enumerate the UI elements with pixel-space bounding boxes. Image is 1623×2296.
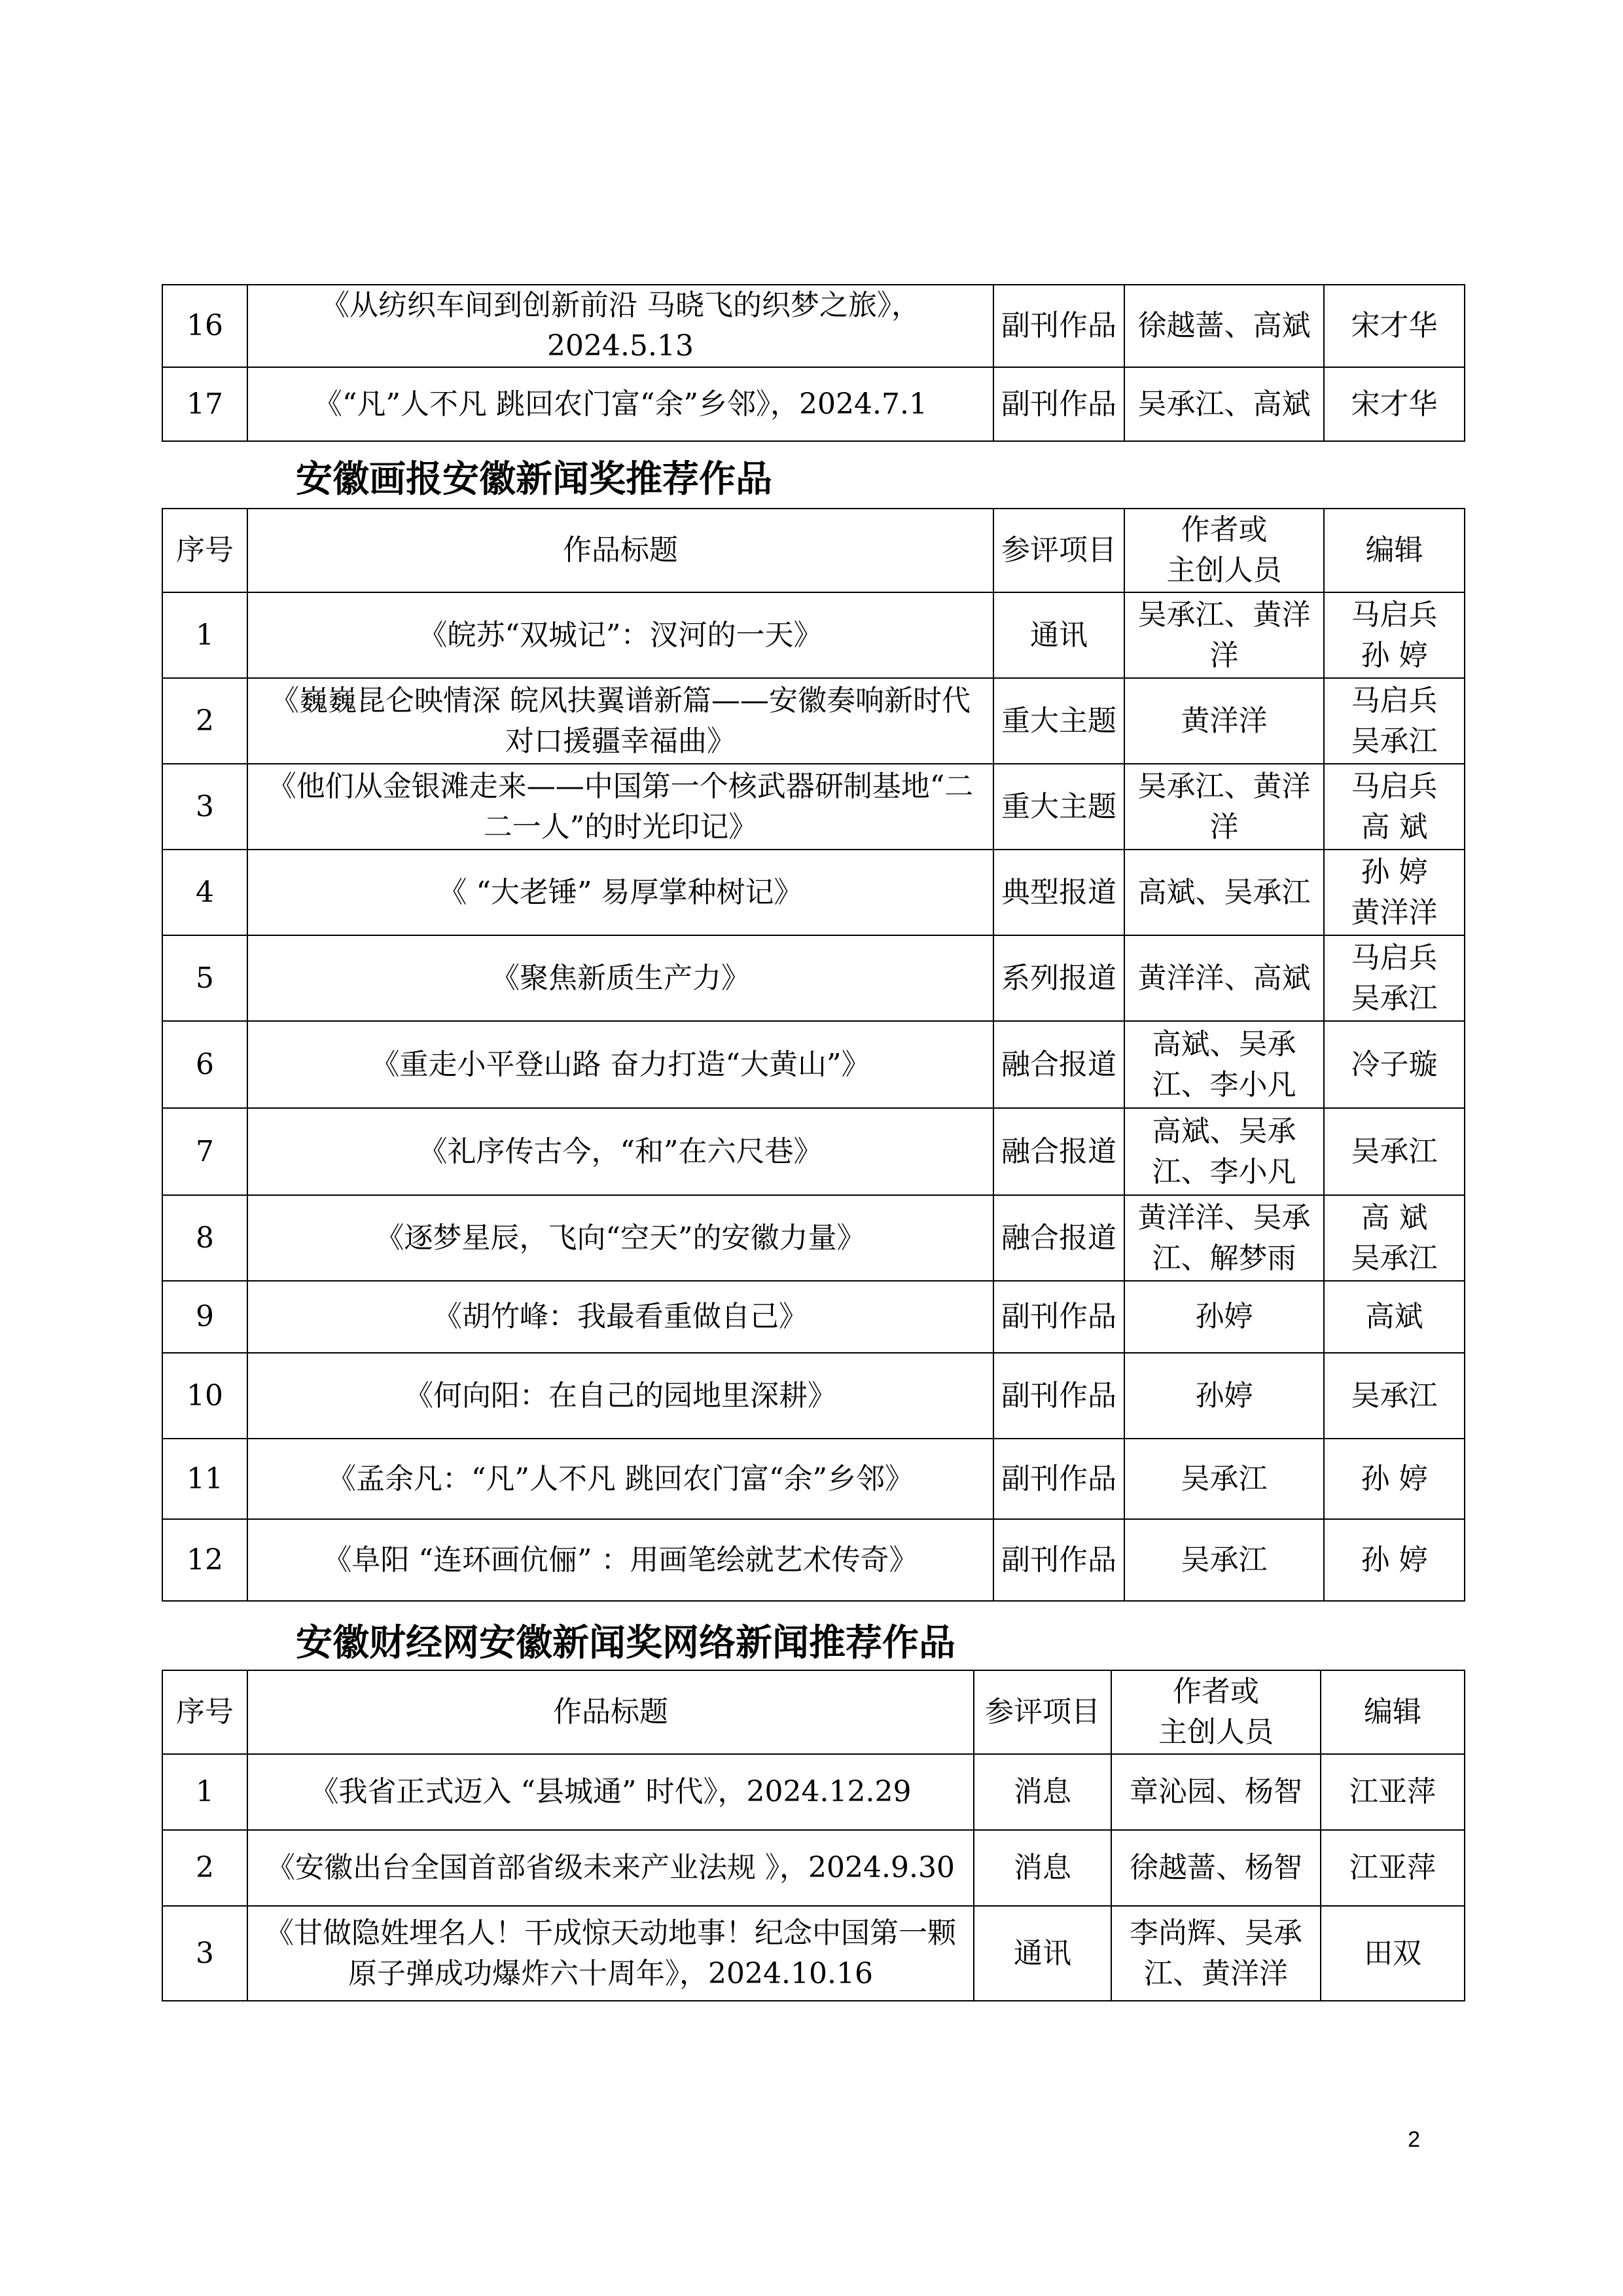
cell-authors: 李尚辉、吴承江、黄洋洋 [1111, 1906, 1321, 2001]
table-continued-body [162, 285, 1465, 441]
cell-title: 《胡竹峰：我最看重做自己》 [247, 1281, 993, 1353]
table-row [162, 678, 1465, 764]
cell-category: 典型报道 [993, 850, 1124, 935]
cell-authors: 吴承江 [1124, 1519, 1324, 1601]
header-no: 序号 [162, 1670, 247, 1754]
cell-title: 《礼序传古今，“和”在六尺巷》 [247, 1108, 993, 1195]
cell-title: 《孟余凡：“凡”人不凡 跳回农门富“余”乡邻》 [247, 1439, 993, 1519]
table-row [162, 850, 1465, 935]
cell-no: 2 [162, 1830, 247, 1906]
cell-no: 3 [162, 1906, 247, 2001]
cell-no: 7 [162, 1108, 247, 1195]
header-no: 序号 [162, 509, 247, 592]
cell-title: 《皖苏“双城记”：汊河的一天》 [247, 592, 993, 678]
cell-category: 通讯 [974, 1906, 1111, 2001]
section-title-caijing: 安徽财经网安徽新闻奖网络新闻推荐作品 [296, 1622, 955, 1664]
cell-authors: 高斌、吴承江 [1124, 850, 1324, 935]
cell-authors: 徐越蔷、杨智 [1111, 1830, 1321, 1906]
cell-title: 《重走小平登山路 奋力打造“大黄山”》 [247, 1021, 993, 1108]
cell-title: 《他们从金银滩走来——中国第一个核武器研制基地“二二一人”的时光印记》 [247, 764, 993, 850]
table-row [162, 285, 1465, 367]
cell-no: 2 [162, 678, 247, 764]
cell-category: 副刊作品 [993, 367, 1124, 441]
cell-category: 融合报道 [993, 1108, 1124, 1195]
table-huabao [162, 508, 1465, 1602]
cell-editor: 马启兵 吴承江 [1324, 935, 1465, 1021]
header-category: 参评项目 [974, 1670, 1111, 1754]
cell-editor: 孙 婷 [1324, 1519, 1465, 1601]
page-number: 2 [1408, 2127, 1420, 2152]
header-category: 参评项目 [993, 509, 1124, 592]
cell-editor: 马启兵 高 斌 [1324, 764, 1465, 850]
cell-editor: 吴承江 [1324, 1108, 1465, 1195]
table-caijing-body [162, 1754, 1465, 2001]
cell-title: 《甘做隐姓埋名人！干成惊天动地事！纪念中国第一颗原子弹成功爆炸六十周年》，2024.10.16 [247, 1906, 974, 2001]
header-title: 作品标题 [247, 1670, 974, 1754]
header-row [162, 1670, 1465, 1754]
table-caijing [162, 1670, 1465, 2001]
table-row [162, 1830, 1465, 1906]
table-row [162, 1108, 1465, 1195]
cell-editor: 宋才华 [1324, 285, 1465, 367]
table-row [162, 1195, 1465, 1281]
cell-category: 重大主题 [993, 764, 1124, 850]
cell-no: 1 [162, 592, 247, 678]
table-row [162, 1519, 1465, 1601]
cell-category: 通讯 [993, 592, 1124, 678]
cell-authors: 吴承江、高斌 [1124, 367, 1324, 441]
header-authors: 作者或 主创人员 [1124, 509, 1324, 592]
cell-authors: 高斌、吴承江、李小凡 [1124, 1021, 1324, 1108]
cell-title: 《从纺织车间到创新前沿 马晓飞的织梦之旅》，2024.5.13 [247, 285, 993, 367]
section-title-huabao: 安徽画报安徽新闻奖推荐作品 [296, 458, 772, 501]
table-row [162, 1906, 1465, 2001]
cell-editor: 高 斌 吴承江 [1324, 1195, 1465, 1281]
table-row [162, 1439, 1465, 1519]
cell-category: 副刊作品 [993, 285, 1124, 367]
cell-editor: 孙 婷 黄洋洋 [1324, 850, 1465, 935]
cell-category: 副刊作品 [993, 1281, 1124, 1353]
cell-authors: 高斌、吴承江、李小凡 [1124, 1108, 1324, 1195]
table-row [162, 935, 1465, 1021]
cell-authors: 吴承江 [1124, 1439, 1324, 1519]
cell-title: 《“凡”人不凡 跳回农门富“余”乡邻》，2024.7.1 [247, 367, 993, 441]
cell-no: 16 [162, 285, 247, 367]
cell-no: 9 [162, 1281, 247, 1353]
cell-editor: 江亚萍 [1321, 1754, 1465, 1830]
header-editor: 编辑 [1321, 1670, 1465, 1754]
cell-category: 重大主题 [993, 678, 1124, 764]
cell-editor: 冷子璇 [1324, 1021, 1465, 1108]
cell-authors: 徐越蔷、高斌 [1124, 285, 1324, 367]
cell-no: 17 [162, 367, 247, 441]
table-row [162, 1021, 1465, 1108]
cell-category: 融合报道 [993, 1195, 1124, 1281]
table-row [162, 367, 1465, 441]
table-caijing-header [162, 1670, 1465, 1754]
table-continued [162, 284, 1465, 442]
cell-no: 12 [162, 1519, 247, 1601]
cell-title: 《我省正式迈入 “县城通” 时代》，2024.12.29 [247, 1754, 974, 1830]
cell-authors: 吴承江、黄洋洋 [1124, 764, 1324, 850]
cell-title: 《安徽出台全国首部省级未来产业法规 》，2024.9.30 [247, 1830, 974, 1906]
table-row [162, 1353, 1465, 1439]
cell-no: 5 [162, 935, 247, 1021]
header-authors: 作者或 主创人员 [1111, 1670, 1321, 1754]
cell-category: 副刊作品 [993, 1353, 1124, 1439]
cell-editor: 江亚萍 [1321, 1830, 1465, 1906]
cell-editor: 马启兵 吴承江 [1324, 678, 1465, 764]
header-editor: 编辑 [1324, 509, 1465, 592]
cell-category: 系列报道 [993, 935, 1124, 1021]
table-huabao-body [162, 592, 1465, 1601]
cell-no: 4 [162, 850, 247, 935]
cell-category: 副刊作品 [993, 1439, 1124, 1519]
table-row [162, 764, 1465, 850]
cell-editor: 吴承江 [1324, 1353, 1465, 1439]
cell-authors: 黄洋洋 [1124, 678, 1324, 764]
cell-no: 8 [162, 1195, 247, 1281]
cell-category: 副刊作品 [993, 1519, 1124, 1601]
cell-no: 6 [162, 1021, 247, 1108]
table-row [162, 1754, 1465, 1830]
header-title: 作品标题 [247, 509, 993, 592]
cell-authors: 黄洋洋、吴承江、解梦雨 [1124, 1195, 1324, 1281]
table-row [162, 1281, 1465, 1353]
cell-category: 融合报道 [993, 1021, 1124, 1108]
cell-editor: 高斌 [1324, 1281, 1465, 1353]
cell-title: 《阜阳 “连环画伉俪” ：用画笔绘就艺术传奇》 [247, 1519, 993, 1601]
cell-authors: 黄洋洋、高斌 [1124, 935, 1324, 1021]
cell-editor: 田双 [1321, 1906, 1465, 2001]
cell-no: 11 [162, 1439, 247, 1519]
cell-no: 1 [162, 1754, 247, 1830]
cell-authors: 孙婷 [1124, 1281, 1324, 1353]
table-huabao-header [162, 509, 1465, 592]
cell-title: 《 “大老锤” 易厚掌种树记》 [247, 850, 993, 935]
cell-authors: 章沁园、杨智 [1111, 1754, 1321, 1830]
cell-editor: 马启兵 孙 婷 [1324, 592, 1465, 678]
cell-editor: 宋才华 [1324, 367, 1465, 441]
cell-title: 《聚焦新质生产力》 [247, 935, 993, 1021]
cell-category: 消息 [974, 1754, 1111, 1830]
cell-authors: 吴承江、黄洋洋 [1124, 592, 1324, 678]
cell-category: 消息 [974, 1830, 1111, 1906]
cell-title: 《巍巍昆仑映情深 皖风扶翼谱新篇——安徽奏响新时代对口援疆幸福曲》 [247, 678, 993, 764]
table-row [162, 592, 1465, 678]
cell-title: 《何向阳：在自己的园地里深耕》 [247, 1353, 993, 1439]
cell-editor: 孙 婷 [1324, 1439, 1465, 1519]
cell-title: 《逐梦星辰，飞向“空天”的安徽力量》 [247, 1195, 993, 1281]
header-row [162, 509, 1465, 592]
cell-authors: 孙婷 [1124, 1353, 1324, 1439]
cell-no: 10 [162, 1353, 247, 1439]
cell-no: 3 [162, 764, 247, 850]
